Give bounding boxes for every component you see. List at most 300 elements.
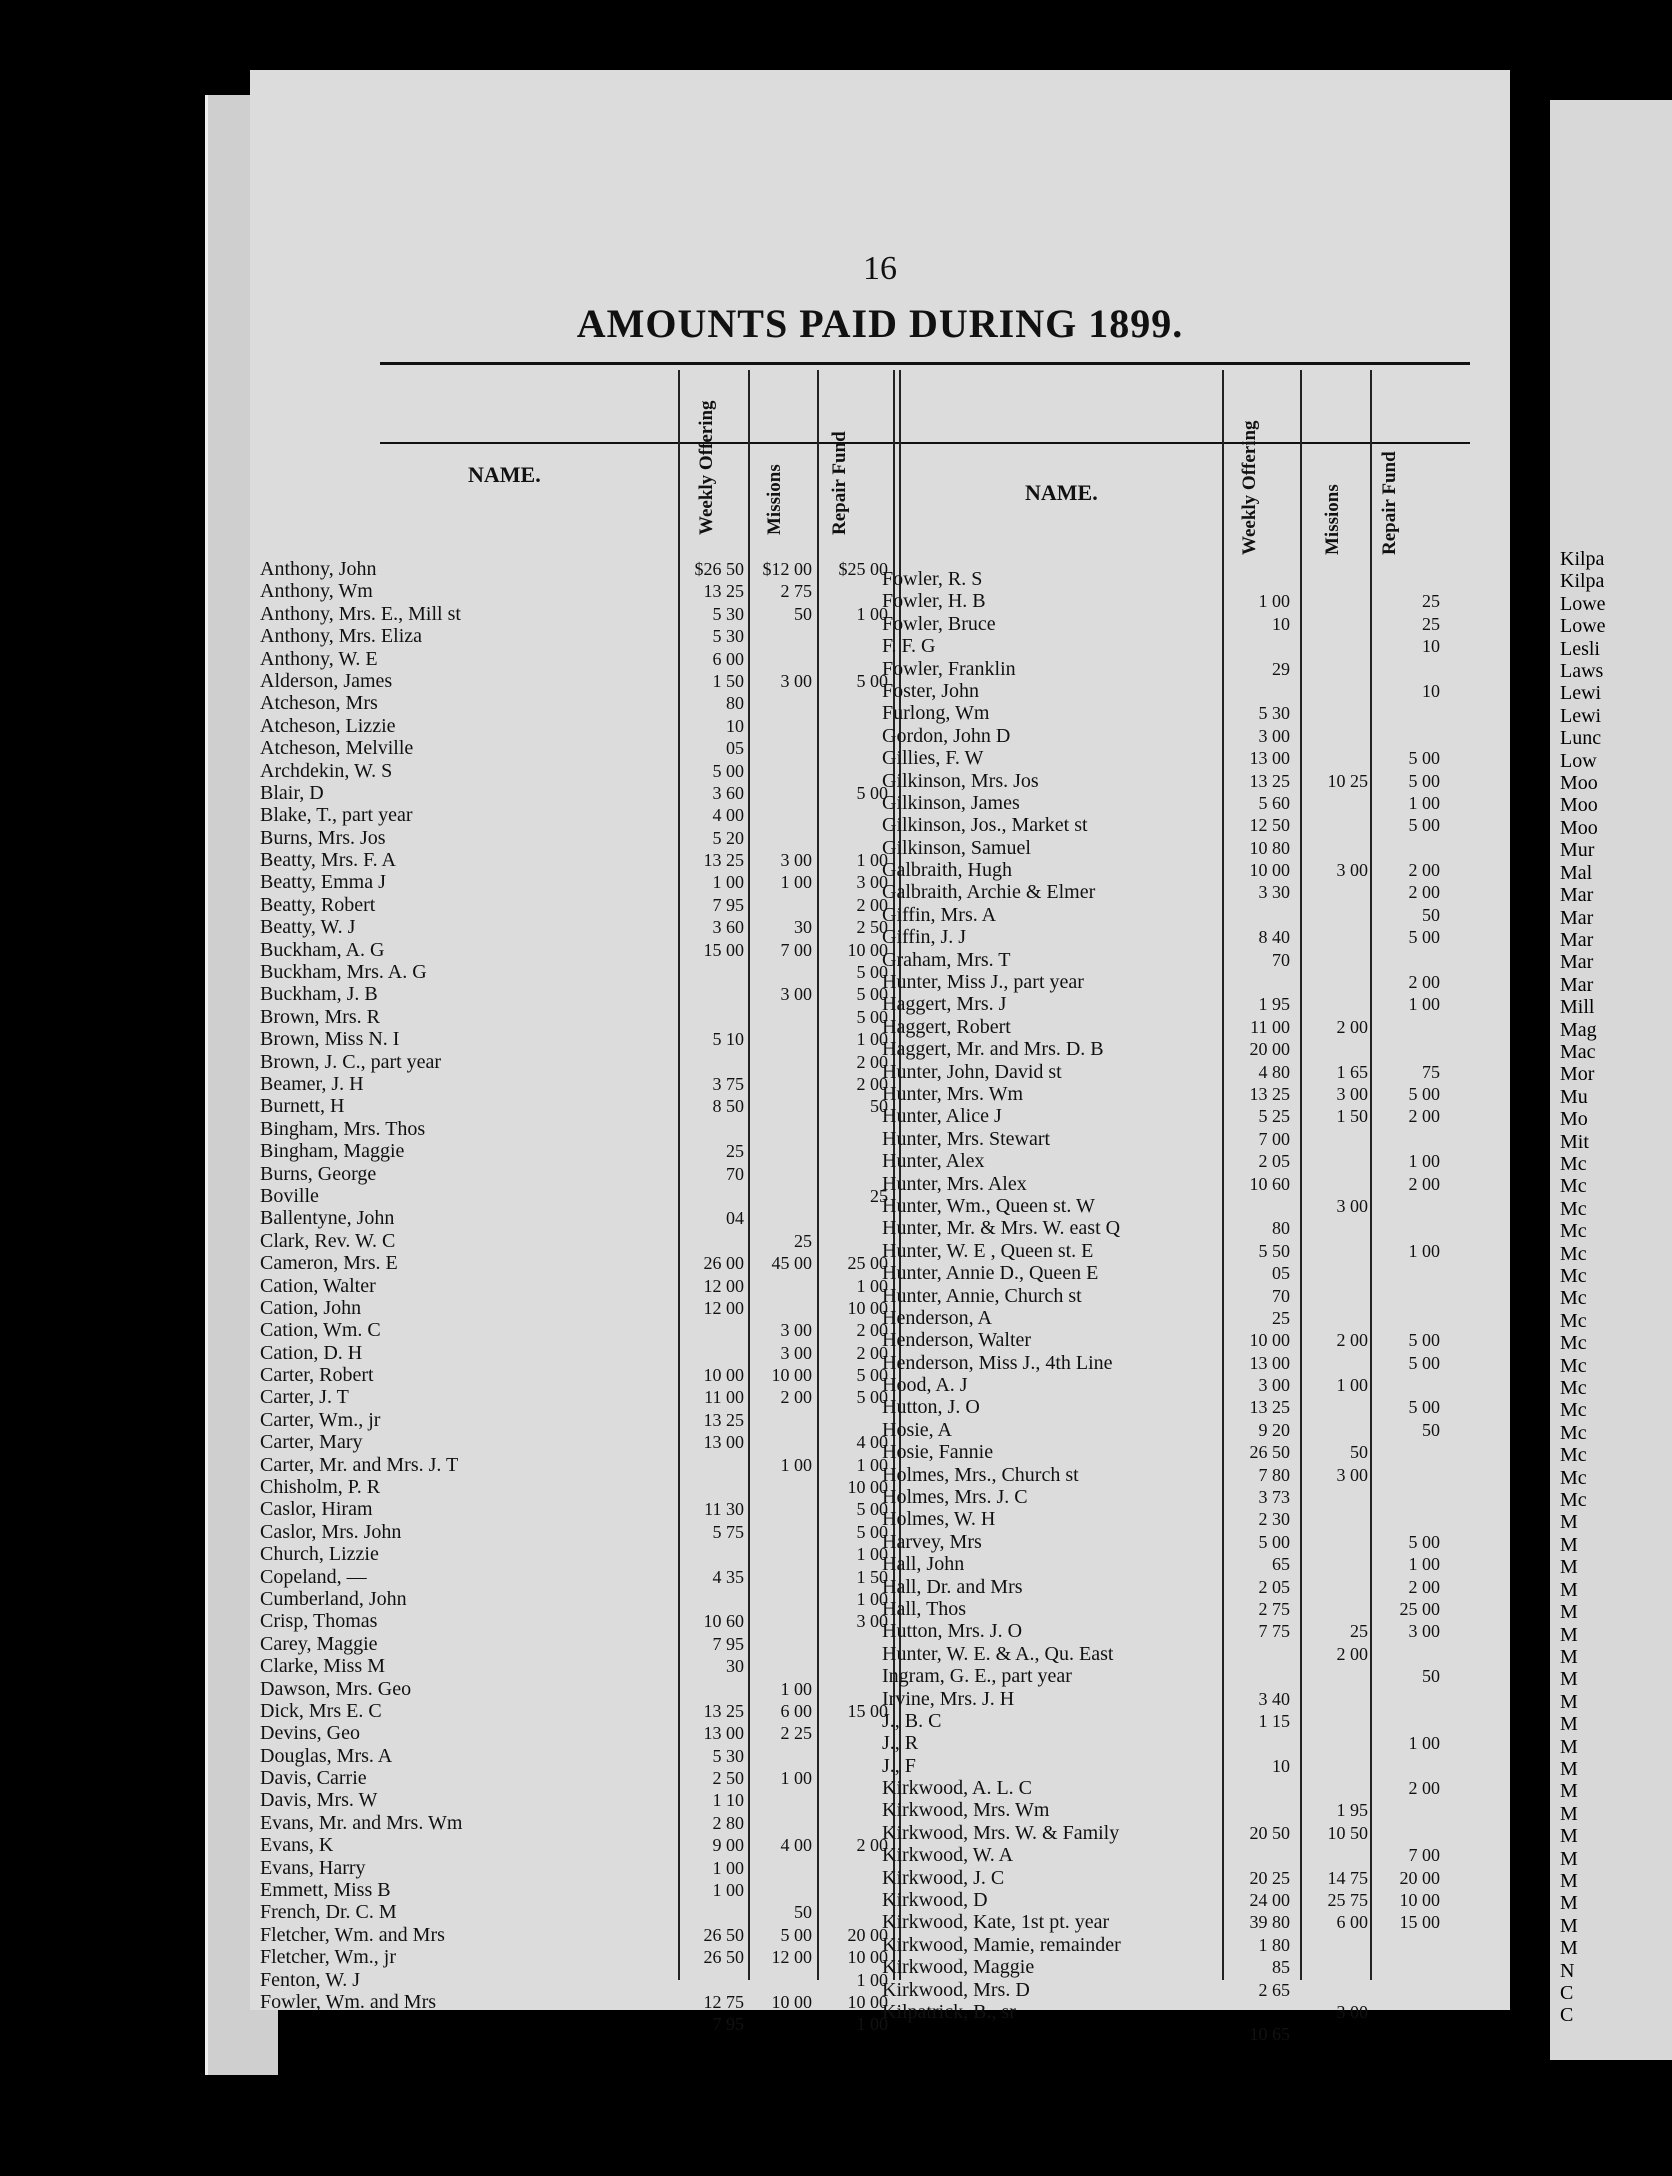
payer-name: French, Dr. C. M (260, 1901, 397, 1924)
weekly-amount: 8 40 (1258, 927, 1290, 948)
payer-name: Copeland, — (260, 1565, 367, 1588)
payer-name: Devins, Geo (260, 1722, 360, 1745)
ledger-page (250, 70, 1510, 2045)
ledger-row (260, 1834, 890, 1856)
repair-amount: 1 00 (1408, 994, 1440, 1015)
ledger-row (260, 1163, 890, 1185)
payer-name: Crisp, Thomas (260, 1610, 378, 1633)
missions-amount: 2 00 (1336, 1016, 1368, 1037)
ledger-row (260, 603, 890, 625)
weekly-amount: 10 (726, 715, 744, 736)
weekly-amount: 1 00 (712, 1880, 744, 1901)
weekly-amount: 80 (726, 693, 744, 714)
weekly-amount: 2 30 (1258, 1509, 1290, 1530)
ledger-row (882, 1374, 1467, 1396)
next-page-fragment: Moo (1560, 794, 1598, 817)
next-page-fragment: Mc (1560, 1489, 1587, 1512)
weekly-amount: 11 30 (704, 1499, 744, 1520)
repair-amount: 15 00 (847, 1700, 888, 1721)
right-missions-header: Missions (1322, 484, 1343, 555)
payer-name: Hunter, Alice J (882, 1105, 1002, 1128)
missions-amount: 2 00 (1336, 1330, 1368, 1351)
missions-amount: 10 00 (771, 1992, 812, 2012)
ledger-row (260, 849, 890, 871)
missions-amount: 2 00 (1336, 1643, 1368, 1664)
ledger-row (260, 1722, 890, 1744)
weekly-amount: 04 (726, 1208, 744, 1229)
missions-amount: 3 00 (1336, 860, 1368, 881)
payer-name: J., B. C (882, 1709, 942, 1732)
ledger-row (882, 1240, 1467, 1262)
ledger-row (882, 1128, 1467, 1150)
repair-amount: 75 (1422, 1061, 1440, 1082)
ledger-row (260, 1454, 890, 1476)
repair-amount: 1 00 (856, 603, 888, 624)
missions-amount: 3 00 (1336, 1464, 1368, 1485)
ledger-row (260, 1118, 890, 1140)
missions-amount: 2 00 (780, 1387, 812, 1408)
payer-name: Furlong, Wm (882, 702, 990, 725)
weekly-amount: 10 00 (703, 1365, 744, 1386)
repair-amount: 1 00 (856, 2014, 888, 2035)
repair-amount: 2 50 (856, 917, 888, 938)
missions-amount: 1 00 (780, 1768, 812, 1789)
payer-name: Irvine, Mrs. J. H (882, 1687, 1015, 1710)
payer-name: Fenton, W. J (260, 1968, 361, 1991)
ledger-row (260, 1857, 890, 1879)
payer-name: F. F. G (882, 635, 936, 658)
repair-amount: 2 00 (1408, 1173, 1440, 1194)
next-page-fragment: M (1560, 1869, 1578, 1892)
left-missions-header: Missions (764, 464, 785, 535)
repair-amount: 3 00 (1408, 1621, 1440, 1642)
missions-amount: 25 (1350, 1621, 1368, 1642)
payer-name: Haggert, Mr. and Mrs. D. B (882, 1038, 1104, 1061)
ledger-row (882, 1576, 1467, 1598)
payer-name: J., F (882, 1754, 916, 1777)
payer-name: Carter, Wm., jr (260, 1408, 381, 1431)
weekly-amount: 5 25 (1258, 1106, 1290, 1127)
ledger-row (882, 792, 1467, 814)
payer-name: Fowler, R. S (882, 568, 983, 590)
weekly-amount: 20 50 (1249, 1822, 1290, 1843)
weekly-amount: 3 00 (1258, 725, 1290, 746)
next-page-fragment: C (1560, 1982, 1574, 2004)
ledger-row (260, 1319, 890, 1341)
ledger-row (260, 871, 890, 893)
payer-name: Douglas, Mrs. A (260, 1744, 393, 1767)
weekly-amount: 5 30 (712, 626, 744, 647)
payer-name: Kirkwood, J. C (882, 1866, 1005, 1889)
payer-name: Beatty, W. J (260, 916, 356, 939)
ledger-row (882, 1329, 1467, 1351)
ledger-row (260, 692, 890, 714)
repair-amount: 10 00 (847, 1992, 888, 2012)
weekly-amount: 70 (1272, 1285, 1290, 1306)
weekly-amount: 3 60 (712, 782, 744, 803)
next-page-fragment: M (1560, 1757, 1578, 1780)
weekly-amount: 10 (1272, 613, 1290, 634)
payer-name: Chisholm, P. R (260, 1476, 381, 1499)
next-page-fragment: Lewi (1560, 704, 1602, 727)
next-page-fragment: Mc (1560, 1466, 1587, 1489)
payer-name: Anthony, John (260, 558, 377, 580)
repair-amount: 5 00 (856, 984, 888, 1005)
payer-name: Gordon, John D (882, 724, 1011, 747)
missions-amount: 30 (794, 917, 812, 938)
payer-name: Kirkwood, Mrs. W. & Family (882, 1821, 1120, 1844)
payer-name: Carter, J. T (260, 1386, 349, 1409)
weekly-amount: 29 (1272, 658, 1290, 679)
repair-amount: 10 00 (847, 939, 888, 960)
repair-amount: 2 00 (1408, 1778, 1440, 1799)
missions-amount: 4 00 (780, 1835, 812, 1856)
repair-amount: 1 00 (856, 850, 888, 871)
next-page-fragments (1560, 548, 1606, 2027)
repair-amount: 3 00 (856, 1611, 888, 1632)
ledger-row (260, 1588, 890, 1610)
ledger-row (882, 1307, 1467, 1329)
weekly-amount: 26 50 (703, 1924, 744, 1945)
weekly-amount: 5 00 (1258, 1531, 1290, 1552)
payer-name: Cation, Wm. C (260, 1319, 381, 1342)
next-page-fragment: Laws (1560, 660, 1604, 683)
ledger-row (882, 1105, 1467, 1127)
next-page-fragment: Mar (1560, 884, 1594, 907)
missions-amount: 3 00 (780, 1320, 812, 1341)
next-page-fragment: Moo (1560, 772, 1598, 795)
ledger-row (260, 1140, 890, 1162)
missions-amount: 25 75 (1327, 1890, 1368, 1911)
weekly-amount: 5 30 (712, 603, 744, 624)
payer-name: Evans, Mr. and Mrs. Wm (260, 1811, 463, 1834)
weekly-amount: 5 10 (712, 1029, 744, 1050)
left-repair-header: Repair Fund (829, 431, 850, 535)
ledger-row (260, 1633, 890, 1655)
missions-amount: 10 25 (1327, 770, 1368, 791)
ledger-row (882, 1598, 1467, 1620)
weekly-amount: 4 35 (712, 1566, 744, 1587)
weekly-amount: 1 00 (1258, 591, 1290, 612)
payer-name: Gilkinson, Mrs. Jos (882, 769, 1039, 792)
weekly-amount: 13 25 (703, 581, 744, 602)
missions-amount: 25 (794, 1230, 812, 1251)
ledger-row (882, 837, 1467, 859)
repair-amount: 5 00 (1408, 770, 1440, 791)
repair-amount: 2 00 (856, 1051, 888, 1072)
missions-amount: 3 00 (1336, 2002, 1368, 2022)
payer-name: Hosie, Fannie (882, 1441, 994, 1464)
ledger-row (260, 1095, 890, 1117)
missions-amount: 1 00 (1336, 1375, 1368, 1396)
payer-name: Brown, J. C., part year (260, 1050, 442, 1073)
payer-name: Ingram, G. E., part year (882, 1665, 1072, 1688)
payer-name: Archdekin, W. S (260, 759, 393, 782)
weekly-amount: 2 80 (712, 1812, 744, 1833)
payer-name: Emmett, Miss B (260, 1879, 391, 1902)
repair-amount: 5 00 (856, 1521, 888, 1542)
repair-amount: 2 00 (1408, 860, 1440, 881)
repair-amount: 10 00 (847, 1477, 888, 1498)
payer-name: Brown, Miss N. I (260, 1028, 400, 1051)
payer-name: Davis, Mrs. W (260, 1789, 378, 1812)
ledger-row (882, 993, 1467, 1015)
missions-amount: 2 25 (780, 1723, 812, 1744)
weekly-amount: 10 60 (703, 1611, 744, 1632)
next-page-fragment: Mur (1560, 839, 1595, 862)
ledger-row (882, 1262, 1467, 1284)
payer-name: Giffin, J. J (882, 926, 967, 949)
ledger-row (260, 2013, 890, 2035)
ledger-row (882, 747, 1467, 769)
missions-amount: 45 00 (771, 1253, 812, 1274)
ledger-row (882, 1979, 1467, 2001)
ledger-row (260, 1006, 890, 1028)
repair-amount: 25 00 (1399, 1598, 1440, 1619)
next-page-fragment: M (1560, 1690, 1578, 1713)
payer-name: Kirkwood, Mamie, remainder (882, 1933, 1121, 1956)
repair-amount: 5 00 (1408, 927, 1440, 948)
ledger-row (260, 1521, 890, 1543)
payer-name: Hosie, A (882, 1418, 952, 1441)
ledger-row (882, 1531, 1467, 1553)
weekly-amount: 13 25 (1249, 1397, 1290, 1418)
ledger-row (882, 1777, 1467, 1799)
next-page-fragment: Mc (1560, 1309, 1587, 1332)
repair-amount: 20 00 (847, 1924, 888, 1945)
weekly-amount: 25 (726, 1141, 744, 1162)
repair-amount: 5 00 (1408, 815, 1440, 836)
ledger-row (260, 1812, 890, 1834)
ledger-row (882, 2023, 1467, 2045)
repair-amount: 25 (870, 1185, 888, 1206)
weekly-amount: 10 00 (1249, 1330, 1290, 1351)
repair-amount: 2 00 (856, 1073, 888, 1094)
weekly-amount: 7 80 (1258, 1464, 1290, 1485)
ledger-row (260, 782, 890, 804)
payer-name: Hunter, Mrs. Alex (882, 1172, 1027, 1195)
weekly-amount: 12 00 (703, 1297, 744, 1318)
missions-amount: 50 (794, 603, 812, 624)
ledger-row (882, 1061, 1467, 1083)
missions-amount: 2 75 (780, 581, 812, 602)
payer-name: Dick, Mrs E. C (260, 1699, 382, 1722)
weekly-amount: 26 00 (703, 1253, 744, 1274)
ledger-row (882, 1688, 1467, 1710)
payer-name: Hunter, Miss J., part year (882, 971, 1084, 994)
ledger-row (882, 1195, 1467, 1217)
ledger-row (882, 1934, 1467, 1956)
ledger-row (260, 715, 890, 737)
ledger-row (882, 635, 1467, 657)
weekly-amount: 9 20 (1258, 1419, 1290, 1440)
payer-name: Boville (260, 1184, 319, 1207)
ledger-row (260, 1185, 890, 1207)
weekly-amount: 30 (726, 1656, 744, 1677)
ledger-row (882, 1665, 1467, 1687)
ledger-row (882, 1016, 1467, 1038)
repair-amount: 25 (1422, 591, 1440, 612)
ledger-row (260, 1969, 890, 1991)
ledger-row (882, 904, 1467, 926)
missions-amount: 3 00 (780, 984, 812, 1005)
repair-amount: 2 00 (1408, 972, 1440, 993)
ledger-row (260, 1498, 890, 1520)
next-page-fragment: Mc (1560, 1152, 1587, 1175)
next-page-fragment: Mag (1560, 1018, 1597, 1041)
repair-amount: 5 00 (1408, 748, 1440, 769)
payer-name: Church, Lizzie (260, 1543, 379, 1566)
payer-name: Alderson, James (260, 669, 393, 692)
next-page-fragment: Mar (1560, 951, 1594, 974)
weekly-amount: 13 25 (703, 850, 744, 871)
next-page-fragment: Mc (1560, 1354, 1587, 1377)
payer-name: Giffin, Mrs. A (882, 903, 997, 926)
repair-amount: 10 00 (847, 1947, 888, 1968)
payer-name: Anthony, Wm (260, 580, 373, 603)
ledger-row (260, 1901, 890, 1923)
ledger-row (260, 804, 890, 826)
payer-name: Kirkwood, Mrs. D (882, 1978, 1030, 2001)
payer-name: Carey, Maggie (260, 1632, 378, 1655)
ledger-row (882, 1844, 1467, 1866)
payer-name: Hall, Dr. and Mrs (882, 1575, 1023, 1598)
repair-amount: 5 00 (1408, 1352, 1440, 1373)
ledger-row (260, 1946, 890, 1968)
repair-amount: 2 00 (1408, 1576, 1440, 1597)
missions-amount: 3 00 (780, 1342, 812, 1363)
weekly-amount: $26 50 (694, 559, 744, 579)
payer-name: Hunter, Wm., Queen st. W (882, 1194, 1095, 1217)
payer-name: Beatty, Emma J (260, 871, 386, 894)
repair-amount: 3 00 (856, 872, 888, 893)
payer-name: Fowler, Bruce (882, 612, 996, 635)
weekly-amount: 80 (1272, 1218, 1290, 1239)
missions-amount: 1 50 (1336, 1106, 1368, 1127)
left-name-header: NAME. (468, 462, 541, 487)
payer-name: Cation, D. H (260, 1341, 363, 1364)
payer-name: Galbraith, Hugh (882, 859, 1012, 882)
ledger-row (882, 658, 1467, 680)
ledger-row (882, 1419, 1467, 1441)
weekly-amount: 05 (1272, 1263, 1290, 1284)
payer-name: Kirkwood, Kate, 1st pt. year (882, 1911, 1110, 1934)
next-page-fragment: Mc (1560, 1242, 1587, 1265)
payer-name: Kilpatrick, B., sr (882, 2001, 1016, 2023)
next-page-fragment: Mc (1560, 1421, 1587, 1444)
next-page-fragment: Mc (1560, 1399, 1587, 1422)
next-page-fragment: Mor (1560, 1063, 1595, 1086)
payer-name: Hunter, Annie D., Queen E (882, 1262, 1099, 1285)
payer-name: Holmes, Mrs. J. C (882, 1486, 1028, 1509)
missions-amount: 1 65 (1336, 1061, 1368, 1082)
ledger-row (882, 1799, 1467, 1821)
right-weekly-header: Weekly Offering (1239, 420, 1260, 555)
weekly-amount: 1 50 (712, 670, 744, 691)
payer-name: Beatty, Mrs. F. A (260, 849, 396, 872)
ledger-row (260, 1297, 890, 1319)
ledger-row (260, 1364, 890, 1386)
ledger-row (260, 1230, 890, 1252)
next-page-fragment: M (1560, 1825, 1578, 1848)
payer-name: Anthony, W. E (260, 647, 378, 670)
next-page-fragment: M (1560, 1601, 1578, 1624)
ledger-row (882, 1822, 1467, 1844)
ledger-row (882, 1217, 1467, 1239)
ledger-row (882, 590, 1467, 612)
missions-amount: 3 00 (1336, 1195, 1368, 1216)
payer-name: Beatty, Robert (260, 893, 376, 916)
payer-name: Beamer, J. H (260, 1072, 364, 1095)
weekly-amount: 85 (1272, 1957, 1290, 1978)
payer-name: Buckham, Mrs. A. G (260, 961, 427, 984)
payer-name: Hunter, Mr. & Mrs. W. east Q (882, 1217, 1121, 1240)
payer-name: Gilkinson, Samuel (882, 836, 1031, 859)
next-page-fragment: Lesli (1560, 637, 1600, 660)
repair-amount: 5 00 (856, 1365, 888, 1386)
payer-name: Carter, Mary (260, 1431, 363, 1454)
repair-amount: 1 50 (856, 1566, 888, 1587)
repair-amount: 25 00 (847, 1253, 888, 1274)
payer-name: Haggert, Mrs. J (882, 993, 1007, 1016)
repair-amount: 50 (870, 1096, 888, 1117)
ledger-row (882, 725, 1467, 747)
next-page-fragment: Mc (1560, 1197, 1587, 1220)
next-page-fragment: Lewi (1560, 682, 1602, 705)
repair-amount: 15 00 (1399, 1912, 1440, 1933)
next-page-fragment: Mc (1560, 1265, 1587, 1287)
payer-name: Hunter, Alex (882, 1150, 985, 1173)
weekly-amount: 13 00 (703, 1432, 744, 1453)
weekly-amount: 8 50 (712, 1096, 744, 1117)
ledger-row (260, 894, 890, 916)
ledger-row (260, 1431, 890, 1453)
weekly-amount: 2 50 (712, 1768, 744, 1789)
payer-name: Cation, John (260, 1296, 362, 1319)
ledger-row (882, 702, 1467, 724)
next-page-fragment: C (1560, 2004, 1574, 2027)
ledger-row (882, 1352, 1467, 1374)
payer-name: Hunter, Annie, Church st (882, 1284, 1082, 1307)
weekly-amount: 9 00 (712, 1835, 744, 1856)
weekly-amount: 1 95 (1258, 994, 1290, 1015)
missions-amount: 1 00 (780, 1678, 812, 1699)
ledger-row (882, 1038, 1467, 1060)
weekly-amount: 11 00 (704, 1387, 744, 1408)
right-ledger-column (882, 568, 1467, 2046)
payer-name: Cameron, Mrs. E (260, 1252, 398, 1275)
weekly-amount: 13 25 (1249, 1083, 1290, 1104)
payer-name: Gilkinson, Jos., Market st (882, 814, 1088, 837)
payer-name: Ballentyne, John (260, 1207, 395, 1230)
weekly-amount: 70 (1272, 949, 1290, 970)
next-page-fragment: Mc (1560, 1444, 1587, 1467)
next-page-fragment: M (1560, 1713, 1578, 1736)
payer-name: Buckham, J. B (260, 983, 378, 1006)
weekly-amount: 24 00 (1249, 1890, 1290, 1911)
missions-amount: 5 00 (780, 1924, 812, 1945)
weekly-amount: 1 80 (1258, 1934, 1290, 1955)
weekly-amount: 2 05 (1258, 1151, 1290, 1172)
weekly-amount: 10 65 (1249, 2024, 1290, 2045)
ledger-row (882, 814, 1467, 836)
weekly-amount: 3 00 (1258, 1375, 1290, 1396)
weekly-amount: 13 25 (703, 1700, 744, 1721)
weekly-amount: 10 00 (1249, 860, 1290, 881)
ledger-row (260, 1342, 890, 1364)
weekly-amount: 5 75 (712, 1521, 744, 1542)
next-page-fragment: Mit (1560, 1130, 1589, 1153)
